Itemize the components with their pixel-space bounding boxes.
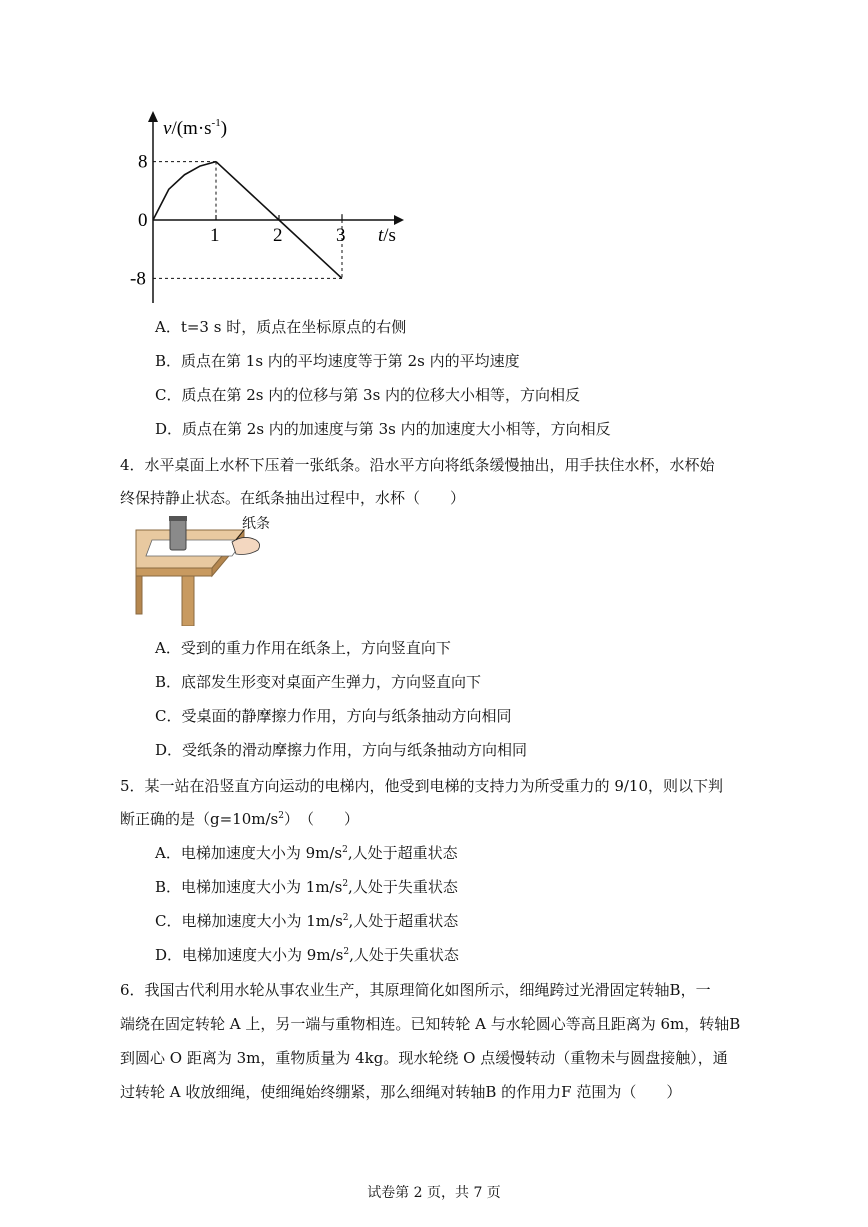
- q5-option-d-text: D．电梯加速度大小为 9m/s: [155, 946, 344, 964]
- page-footer: 试卷第 2 页，共 7 页: [367, 1185, 501, 1201]
- q5-option-a-tail: ,人处于超重状态: [347, 844, 458, 862]
- q5-stem-line2-c: ） （ ）: [283, 810, 359, 828]
- x-axis-arrow: [394, 215, 404, 225]
- q3-option-d: D．质点在第 2s 内的加速度与第 3s 内的加速度大小相等，方向相反: [155, 420, 611, 438]
- q3-option-b: B．质点在第 1s 内的平均速度等于第 2s 内的平均速度: [155, 352, 520, 370]
- water-cup: [170, 518, 186, 550]
- q4-option-a: A．受到的重力作用在纸条上，方向竖直向下: [155, 639, 451, 657]
- x-tick-label-1: 1: [210, 225, 220, 246]
- q5-option-b-text: B．电梯加速度大小为 1m/s: [155, 878, 343, 896]
- q3-option-a: A．t=3 s 时，质点在坐标原点的右侧: [155, 318, 407, 336]
- q5-option-a-sup: 2: [342, 845, 348, 855]
- q5-option-b-tail: ,人处于失重状态: [348, 878, 458, 896]
- x-tick-label-2: 2: [273, 225, 283, 246]
- graph-axes: [148, 111, 404, 303]
- q5-option-c-tail: ,人处于超重状态: [348, 912, 459, 930]
- q3-option-c: C．质点在第 2s 内的位移与第 3s 内的位移大小相等，方向相反: [155, 386, 581, 404]
- q6-stem-line4: 过转轮 A 收放细绳，使细绳始终绷紧，那么细绳对转轴B 的作用力F 范围为（ ）: [120, 1083, 682, 1101]
- paper-strip-label: 纸条: [242, 516, 270, 532]
- q5-stem-line2-a: 断正确的是（g=10m/s: [120, 810, 279, 828]
- q6-stem-line3: 到圆心 O 距离为 3m，重物质量为 4kg。现水轮绕 O 点缓慢转动（重物未与圆盘接触），通: [120, 1049, 728, 1067]
- q5-stem-line2-sup: 2: [278, 811, 284, 821]
- y-tick-label-0: 0: [138, 210, 148, 231]
- q6-stem-line2: 端绕在固定转轮 A 上，另一端与重物相连。已知转轮 A 与水轮圆心等高且距离为 6m，转轴B: [120, 1015, 741, 1033]
- q5-option-a-text: A．电梯加速度大小为 9m/s: [155, 844, 343, 862]
- q5-option-d-sup: 2: [343, 947, 350, 957]
- q4-stem-line1: 4．水平桌面上水杯下压着一张纸条。沿水平方向将纸条缓慢抽出，用手扶住水杯，水杯始: [120, 456, 715, 474]
- q5-option-b: [155, 877, 458, 897]
- q5-stem-line2: [120, 809, 359, 829]
- velocity-time-graph: [126, 108, 416, 308]
- y-tick-label--8: -8: [130, 268, 146, 290]
- paper-strip: [146, 540, 244, 556]
- velocity-curve-series: [153, 162, 216, 220]
- q5-option-c-text: C．电梯加速度大小为 1m/s: [155, 912, 343, 930]
- table-edge: [136, 568, 212, 576]
- y-axis-label: $v/(m\cdot s^{-1})$: [163, 117, 228, 139]
- q4-option-c: C．受桌面的静摩擦力作用，方向与纸条抽动方向相同: [155, 707, 512, 725]
- table-leg: [182, 576, 194, 626]
- table-leg-back: [136, 576, 142, 614]
- q5-option-a: [155, 843, 458, 863]
- y-axis-arrow: [148, 111, 158, 122]
- q4-option-b: B．底部发生形变对桌面产生弹力，方向竖直向下: [155, 673, 482, 691]
- q5-stem-line1: 5．某一站在沿竖直方向运动的电梯内，他受到电梯的支持力为所受重力的 9/10，则以下判: [120, 777, 723, 795]
- q4-option-d: D．受纸条的滑动摩擦力作用，方向与纸条抽动方向相同: [155, 741, 528, 759]
- cup-lid: [169, 516, 187, 521]
- cup-paper-table-figure: [132, 516, 272, 626]
- q5-option-c-sup: 2: [342, 913, 349, 923]
- x-axis-label: t/s: [378, 225, 396, 246]
- q5-option-d: [155, 945, 459, 965]
- q5-option-d-tail: ,人处于失重状态: [349, 946, 459, 964]
- q5-option-c: [155, 911, 458, 931]
- q6-stem-line1: 6．我国古代利用水轮从事农业生产，其原理简化如图所示，细绳跨过光滑固定转轴B，一: [120, 981, 711, 999]
- q4-stem-line2: 终保持静止状态。在纸条抽出过程中，水杯（ ）: [120, 489, 466, 507]
- x-tick-label-3: 3: [336, 225, 346, 246]
- y-tick-label-8: 8: [138, 151, 148, 173]
- q5-option-b-sup: 2: [342, 879, 349, 889]
